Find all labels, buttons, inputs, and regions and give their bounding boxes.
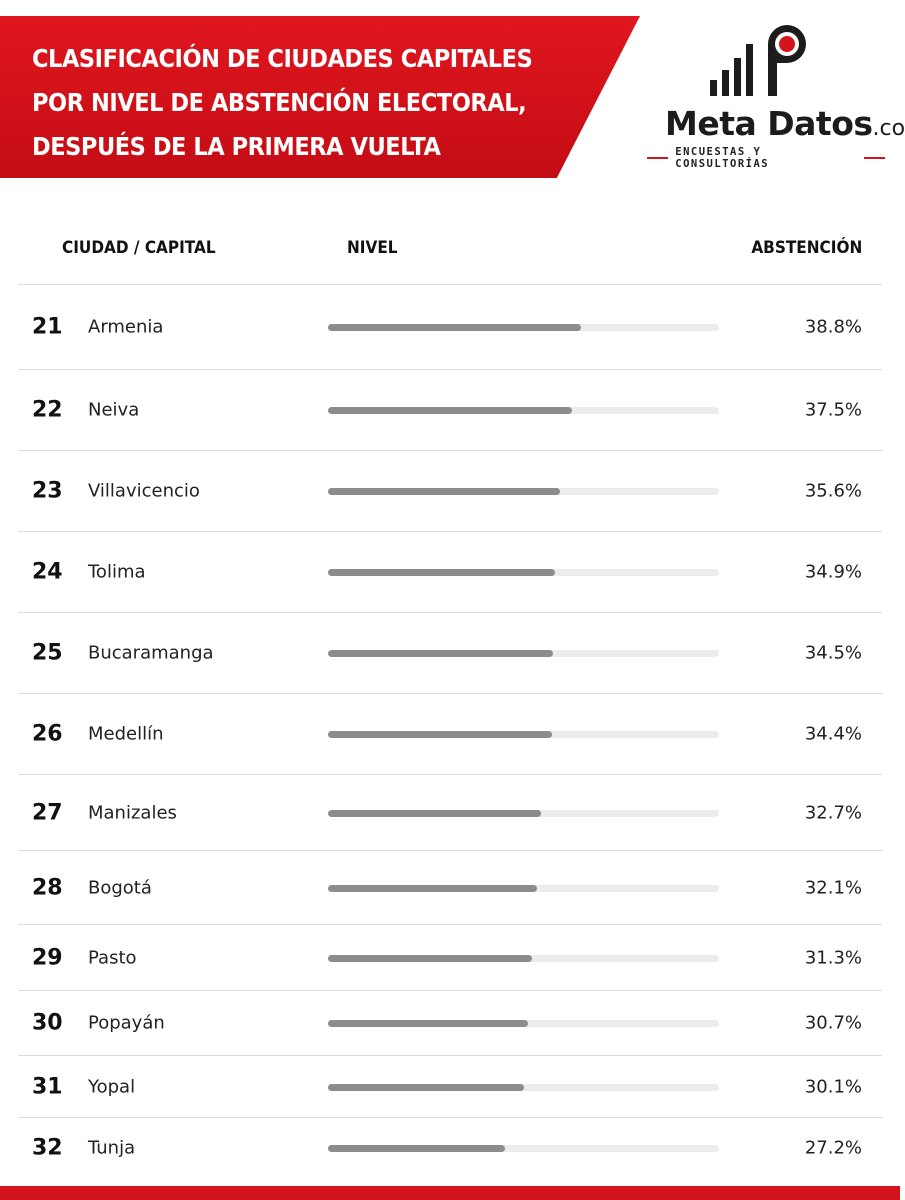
rank-number: 24: [32, 559, 63, 585]
level-bar-track: [328, 1084, 719, 1091]
bottom-bar: [0, 1186, 900, 1200]
rank-number: 26: [32, 721, 63, 747]
brand-suffix: .co: [872, 116, 905, 141]
level-bar: [328, 1145, 505, 1152]
abstention-value: 34.9%: [804, 561, 862, 583]
table-row: [18, 1055, 882, 1117]
rank-number: 23: [32, 478, 63, 504]
rank-number: 30: [32, 1010, 63, 1036]
abstention-value: 32.7%: [804, 802, 862, 823]
abstention-value: 38.8%: [804, 316, 862, 338]
level-bar: [328, 650, 553, 657]
level-bar: [328, 885, 537, 892]
level-bar: [328, 488, 560, 495]
city-name: Bucaramanga: [88, 642, 214, 664]
table-row: [18, 369, 882, 450]
level-bar: [328, 731, 552, 738]
level-bar-track: [328, 955, 719, 962]
table-row: [18, 990, 882, 1055]
table-row: [18, 774, 882, 850]
level-bar-track: [328, 407, 719, 414]
city-name: Tolima: [88, 561, 146, 583]
city-name: Manizales: [88, 802, 177, 823]
brand-logo: [640, 24, 905, 174]
rank-number: 29: [32, 945, 63, 970]
table-row: [18, 850, 882, 924]
abstention-value: 30.7%: [804, 1012, 862, 1034]
level-bar-track: [328, 885, 719, 892]
level-bar: [328, 407, 572, 414]
level-bar: [328, 1084, 524, 1091]
column-header-abstention: ABSTENCIÓN: [751, 238, 862, 258]
rank-number: 25: [32, 640, 63, 666]
abstention-value: 37.5%: [804, 399, 862, 421]
level-bar: [328, 1020, 528, 1027]
abstention-value: 27.2%: [804, 1137, 862, 1159]
tagline-rule-right: [864, 157, 885, 159]
abstention-value: 34.4%: [804, 723, 862, 745]
ranking-table: [18, 284, 882, 1178]
table-row: [18, 693, 882, 774]
abstention-value: 35.6%: [804, 480, 862, 502]
level-bar: [328, 324, 581, 331]
city-name: Pasto: [88, 947, 137, 968]
city-name: Armenia: [88, 316, 164, 338]
title-line: DESPUÉS DE LA PRIMERA VUELTA PRESIDENCIAL: [32, 132, 441, 205]
rank-number: 22: [32, 397, 63, 423]
rank-number: 21: [32, 314, 63, 340]
rank-number: 31: [32, 1074, 63, 1099]
table-row: [18, 284, 882, 369]
brand-wordmark: [665, 104, 905, 149]
city-name: Bogotá: [88, 877, 152, 898]
brand-tagline: [640, 146, 892, 170]
level-bar-track: [328, 488, 719, 495]
level-bar-track: [328, 569, 719, 576]
column-header-city: CIUDAD / CAPITAL: [62, 238, 216, 258]
brand-meta: Meta: [665, 104, 757, 143]
rank-number: 32: [32, 1135, 63, 1161]
level-bar-track: [328, 650, 719, 657]
level-bar: [328, 810, 541, 817]
title-line: POR NIVEL DE ABSTENCIÓN ELECTORAL,: [32, 88, 527, 117]
level-bar-track: [328, 810, 719, 817]
tagline-text: ENCUESTAS Y CONSULTORÍAS: [675, 146, 770, 170]
abstention-value: 32.1%: [804, 877, 862, 898]
table-row: [18, 612, 882, 693]
brand-datos: Datos: [767, 104, 873, 143]
abstention-value: 30.1%: [804, 1076, 862, 1097]
city-name: Tunja: [88, 1137, 136, 1159]
table-row: [18, 450, 882, 531]
level-bar: [328, 569, 555, 576]
tagline-rule-left: [647, 157, 668, 159]
city-name: Villavicencio: [88, 480, 200, 502]
abstention-value: 34.5%: [804, 642, 862, 664]
level-bar-track: [328, 324, 719, 331]
abstention-value: 31.3%: [804, 947, 862, 968]
title-line: CLASIFICACIÓN DE CIUDADES CAPITALES: [32, 44, 533, 73]
level-bar-track: [328, 731, 719, 738]
level-bar-track: [328, 1020, 719, 1027]
bar-chart-location-pin-icon: [708, 24, 808, 100]
city-name: Medellín: [88, 723, 164, 745]
level-bar-track: [328, 1145, 719, 1152]
city-name: Yopal: [88, 1076, 136, 1097]
city-name: Popayán: [88, 1012, 165, 1034]
table-row: [18, 531, 882, 612]
city-name: Neiva: [88, 399, 140, 421]
table-row: [18, 1117, 882, 1178]
column-header-level: NIVEL: [347, 238, 398, 258]
table-row: [18, 924, 882, 990]
page-title: [32, 37, 536, 213]
rank-number: 28: [32, 875, 63, 900]
level-bar: [328, 955, 532, 962]
rank-number: 27: [32, 800, 63, 825]
